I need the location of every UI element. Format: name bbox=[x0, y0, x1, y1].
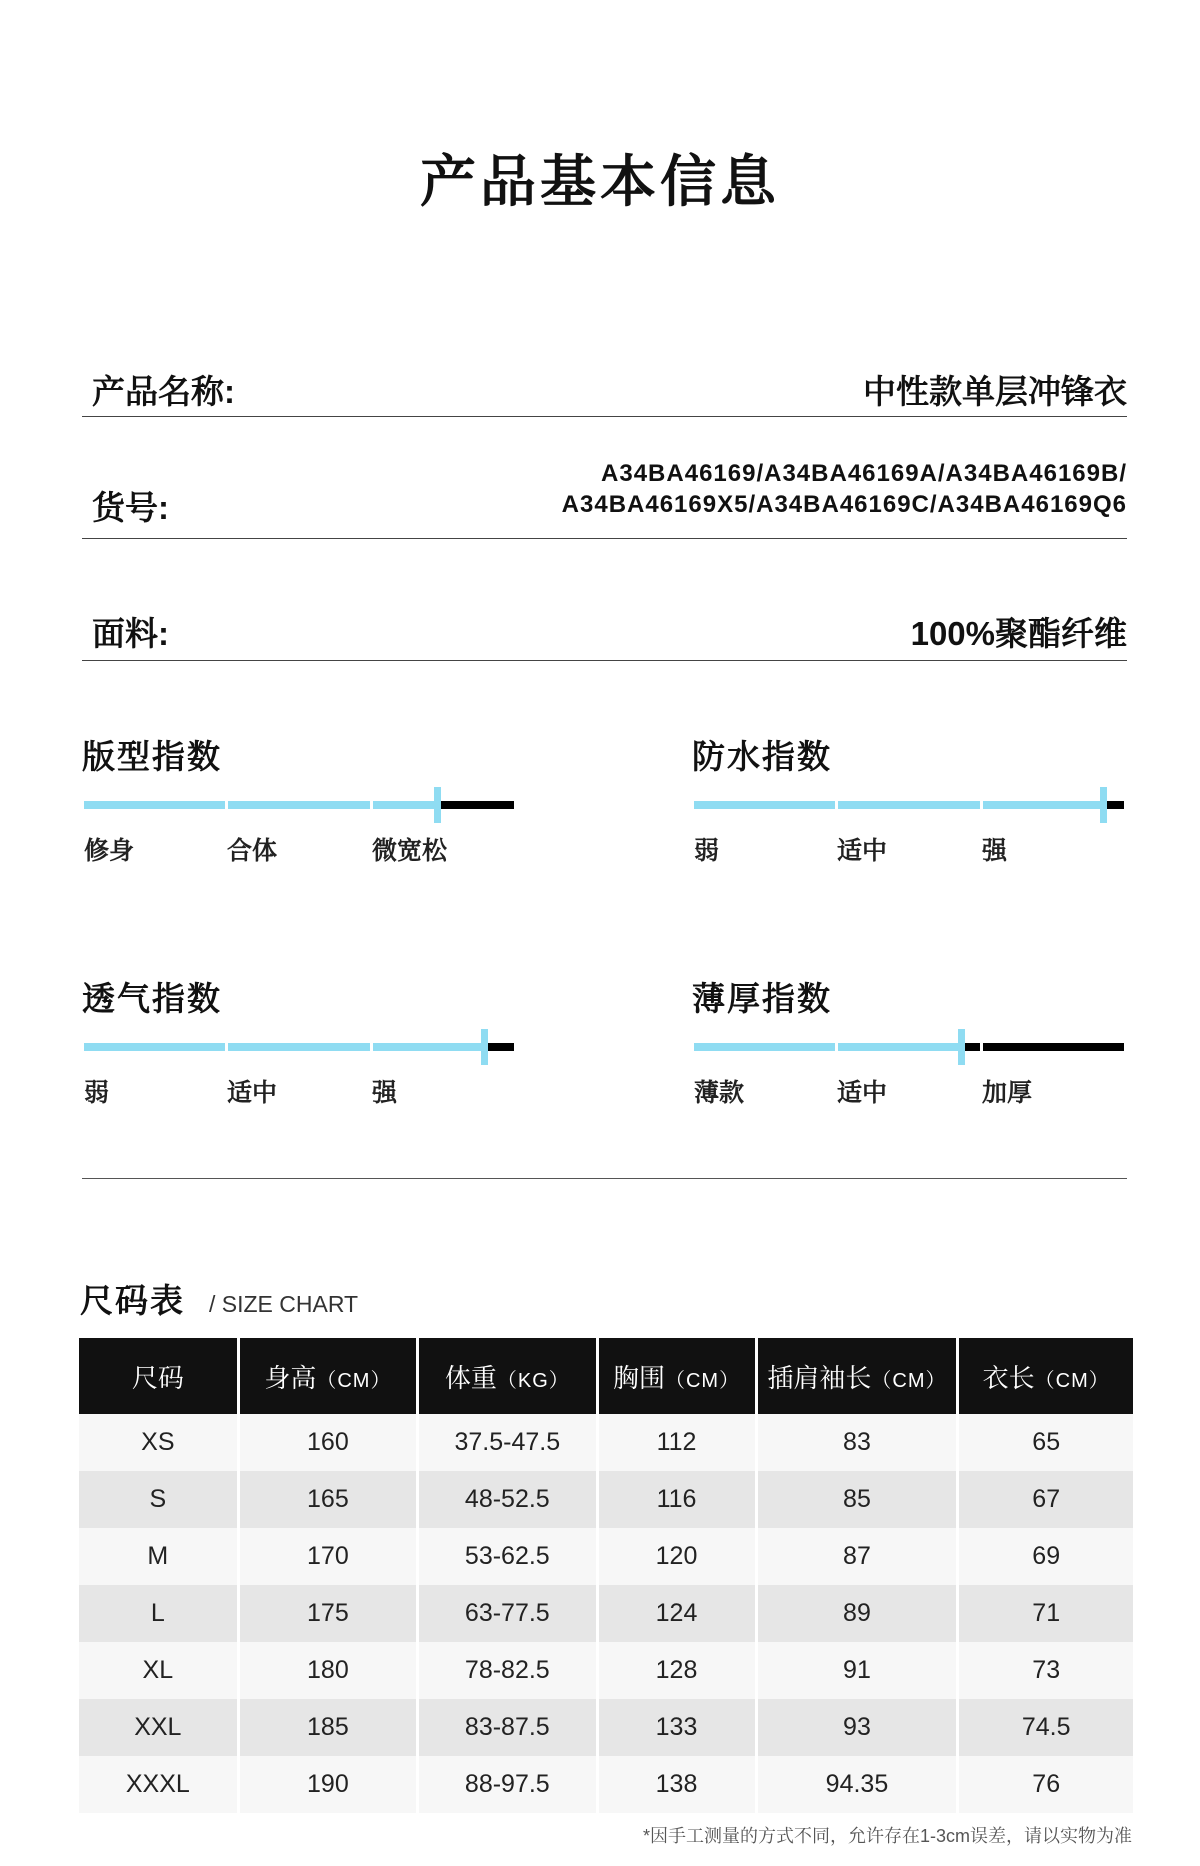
waterproof-label-1: 弱 bbox=[694, 837, 720, 865]
cell-chest: 133 bbox=[599, 1699, 758, 1756]
thickness-index bbox=[692, 973, 1132, 1113]
scale-fill-segment bbox=[84, 1043, 225, 1051]
page-title: 产品基本信息 bbox=[420, 150, 780, 213]
fit-label-3: 微宽松 bbox=[372, 837, 448, 865]
cell-height: 175 bbox=[240, 1585, 419, 1642]
cell-sleeve: 89 bbox=[758, 1585, 960, 1642]
table-row bbox=[79, 1471, 1133, 1528]
thickness-index-title: 薄厚指数 bbox=[692, 980, 832, 1017]
cell-weight: 63-77.5 bbox=[419, 1585, 598, 1642]
header-chest: 胸围（CM） bbox=[599, 1338, 758, 1414]
scale-fill-segment bbox=[983, 801, 1103, 809]
cell-sleeve: 87 bbox=[758, 1528, 960, 1585]
scale-empty-segment bbox=[983, 1043, 1124, 1051]
cell-size: L bbox=[79, 1585, 240, 1642]
cell-length: 71 bbox=[959, 1585, 1133, 1642]
breathable-index bbox=[82, 973, 522, 1113]
waterproof-index bbox=[692, 731, 1132, 871]
size-chart-footnote: *因手工测量的方式不同，允许存在1-3cm误差，请以实物为准 bbox=[642, 1826, 1132, 1846]
size-chart-subtitle: / SIZE CHART bbox=[209, 1291, 359, 1317]
scale-level-marker bbox=[1100, 787, 1107, 823]
cell-weight: 48-52.5 bbox=[419, 1471, 598, 1528]
breathable-index-bar bbox=[84, 1043, 514, 1051]
cell-size: XL bbox=[79, 1642, 240, 1699]
sku-value bbox=[562, 458, 1127, 520]
scale-fill-segment bbox=[228, 1043, 369, 1051]
cell-height: 180 bbox=[240, 1642, 419, 1699]
sku-row bbox=[82, 458, 1127, 539]
fit-index-title: 版型指数 bbox=[82, 738, 222, 775]
cell-height: 185 bbox=[240, 1699, 419, 1756]
cell-chest: 112 bbox=[599, 1414, 758, 1471]
scale-fill-segment bbox=[694, 801, 835, 809]
cell-length: 69 bbox=[959, 1528, 1133, 1585]
breathable-index-title: 透气指数 bbox=[82, 980, 222, 1017]
fabric-row bbox=[82, 598, 1127, 661]
size-chart-table bbox=[79, 1338, 1133, 1813]
header-length: 衣长（CM） bbox=[959, 1338, 1133, 1414]
product-name-label: 产品名称: bbox=[92, 373, 235, 410]
sku-line-2: A34BA46169X5/A34BA46169C/A34BA46169Q6 bbox=[561, 491, 1127, 518]
cell-size: S bbox=[79, 1471, 240, 1528]
header-size: 尺码 bbox=[79, 1338, 240, 1414]
cell-chest: 120 bbox=[599, 1528, 758, 1585]
table-row bbox=[79, 1699, 1133, 1756]
scale-level-marker bbox=[434, 787, 441, 823]
scale-fill-segment bbox=[373, 1043, 484, 1051]
fit-label-1: 修身 bbox=[84, 837, 135, 865]
breathable-label-2: 适中 bbox=[227, 1079, 278, 1107]
cell-sleeve: 85 bbox=[758, 1471, 960, 1528]
scale-fill-segment bbox=[84, 801, 225, 809]
fabric-label: 面料: bbox=[92, 615, 169, 652]
fabric-value: 100%聚酯纤维 bbox=[910, 615, 1127, 652]
table-row bbox=[79, 1756, 1133, 1813]
cell-weight: 78-82.5 bbox=[419, 1642, 598, 1699]
sku-line-1: A34BA46169/A34BA46169A/A34BA46169B/ bbox=[601, 460, 1127, 487]
cell-height: 165 bbox=[240, 1471, 419, 1528]
cell-sleeve: 91 bbox=[758, 1642, 960, 1699]
scale-level-marker bbox=[958, 1029, 965, 1065]
scale-empty-segment bbox=[484, 1043, 514, 1051]
size-chart-heading bbox=[80, 1275, 358, 1322]
breathable-label-3: 强 bbox=[372, 1079, 398, 1107]
cell-weight: 88-97.5 bbox=[419, 1756, 598, 1813]
table-row bbox=[79, 1414, 1133, 1471]
header-sleeve: 插肩袖长（CM） bbox=[758, 1338, 960, 1414]
cell-size: M bbox=[79, 1528, 240, 1585]
fit-label-2: 合体 bbox=[227, 837, 278, 865]
cell-sleeve: 83 bbox=[758, 1414, 960, 1471]
thickness-label-2: 适中 bbox=[837, 1079, 888, 1107]
header-height: 身高（CM） bbox=[240, 1338, 419, 1414]
table-row bbox=[79, 1528, 1133, 1585]
cell-height: 170 bbox=[240, 1528, 419, 1585]
cell-weight: 37.5-47.5 bbox=[419, 1414, 598, 1471]
cell-size: XS bbox=[79, 1414, 240, 1471]
size-chart-header-row bbox=[79, 1338, 1133, 1414]
cell-weight: 53-62.5 bbox=[419, 1528, 598, 1585]
scale-fill-segment bbox=[694, 1043, 835, 1051]
cell-chest: 124 bbox=[599, 1585, 758, 1642]
cell-chest: 128 bbox=[599, 1642, 758, 1699]
waterproof-label-2: 适中 bbox=[837, 837, 888, 865]
thickness-label-1: 薄款 bbox=[694, 1079, 745, 1107]
fit-index-bar bbox=[84, 801, 514, 809]
cell-length: 65 bbox=[959, 1414, 1133, 1471]
thickness-index-bar bbox=[694, 1043, 1124, 1051]
cell-chest: 138 bbox=[599, 1756, 758, 1813]
product-name-row bbox=[82, 360, 1127, 417]
section-divider bbox=[82, 1178, 1127, 1179]
cell-sleeve: 94.35 bbox=[758, 1756, 960, 1813]
scale-fill-segment bbox=[838, 801, 979, 809]
scale-fill-segment bbox=[373, 801, 437, 809]
size-chart-title: 尺码表 bbox=[80, 1282, 185, 1319]
waterproof-label-3: 强 bbox=[982, 837, 1008, 865]
scale-fill-segment bbox=[228, 801, 369, 809]
cell-length: 73 bbox=[959, 1642, 1133, 1699]
cell-sleeve: 93 bbox=[758, 1699, 960, 1756]
breathable-label-1: 弱 bbox=[84, 1079, 110, 1107]
header-weight: 体重（KG） bbox=[419, 1338, 598, 1414]
scale-empty-segment bbox=[437, 801, 514, 809]
sku-label: 货号: bbox=[92, 489, 169, 526]
scale-level-marker bbox=[481, 1029, 488, 1065]
table-row bbox=[79, 1642, 1133, 1699]
cell-length: 67 bbox=[959, 1471, 1133, 1528]
waterproof-index-bar bbox=[694, 801, 1124, 809]
cell-size: XXL bbox=[79, 1699, 240, 1756]
cell-height: 160 bbox=[240, 1414, 419, 1471]
cell-length: 76 bbox=[959, 1756, 1133, 1813]
waterproof-index-title: 防水指数 bbox=[692, 738, 832, 775]
cell-height: 190 bbox=[240, 1756, 419, 1813]
product-name-value: 中性款单层冲锋衣 bbox=[863, 373, 1127, 410]
cell-length: 74.5 bbox=[959, 1699, 1133, 1756]
thickness-label-3: 加厚 bbox=[982, 1079, 1033, 1107]
table-row bbox=[79, 1585, 1133, 1642]
scale-fill-segment bbox=[838, 1043, 960, 1051]
cell-weight: 83-87.5 bbox=[419, 1699, 598, 1756]
fit-index bbox=[82, 731, 522, 871]
cell-chest: 116 bbox=[599, 1471, 758, 1528]
cell-size: XXXL bbox=[79, 1756, 240, 1813]
